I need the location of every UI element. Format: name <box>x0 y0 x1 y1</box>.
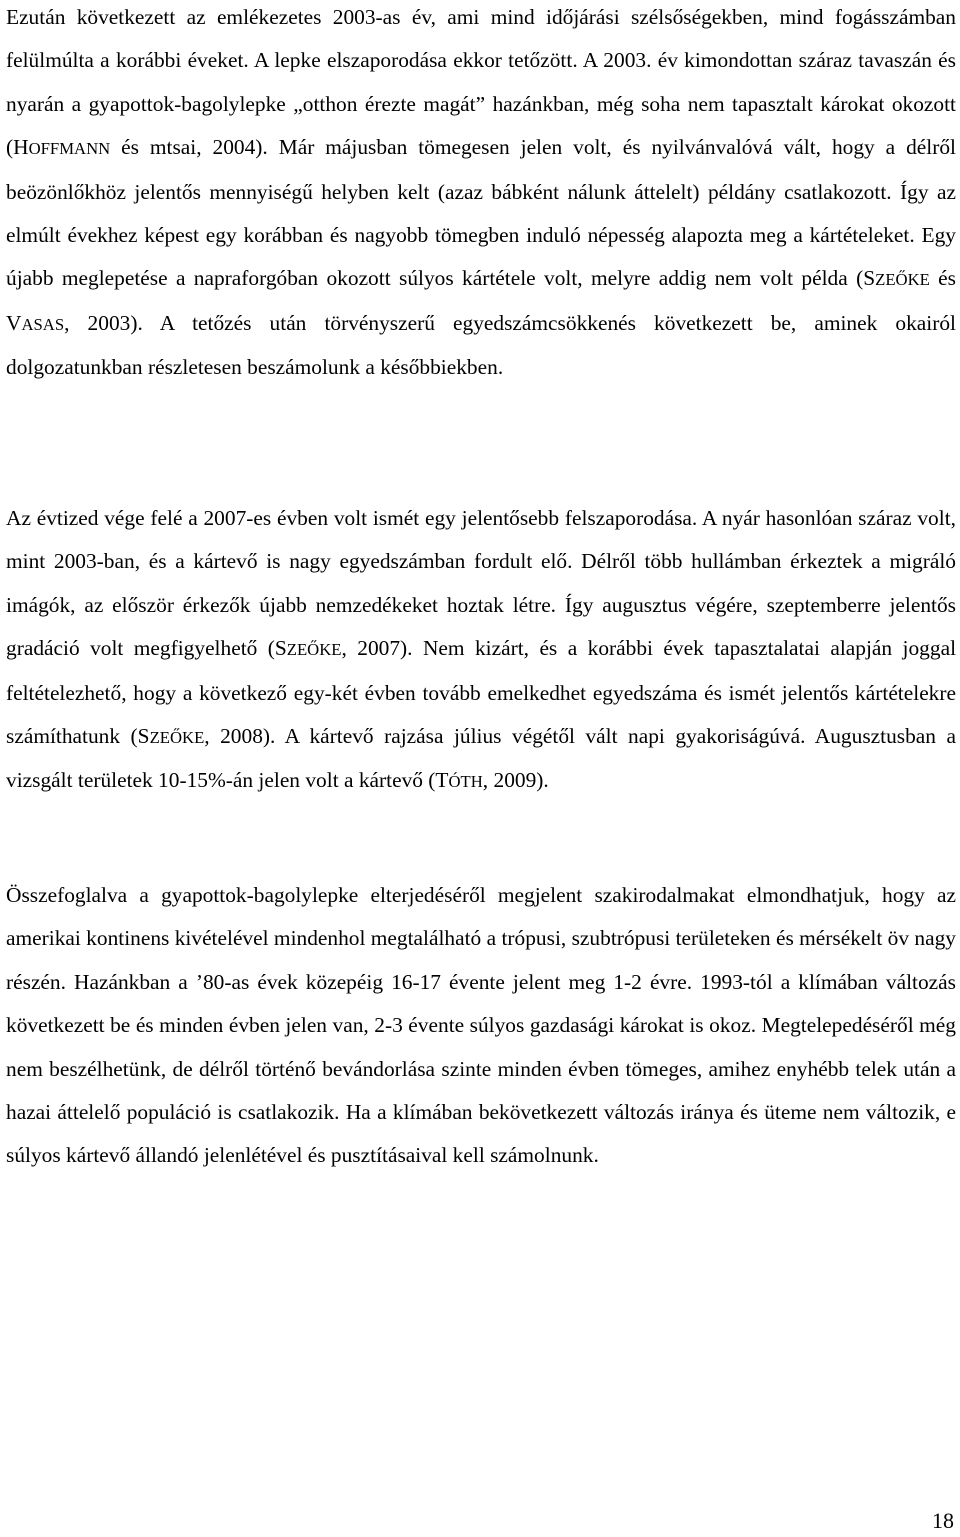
page-number: 18 <box>932 1508 954 1533</box>
author-name-smallcaps: ÓTH <box>448 772 483 792</box>
paragraph <box>6 497 956 804</box>
author-name-smallcaps: ASAS <box>21 314 65 334</box>
paragraph-text: Ezután következett az emlékezetes 2003-as év, ami mind időjárási szélsőségekben, mind fogásszámban felülmúlta a korábbi éveket. A lepke elszaporodása ekkor tetőzött. A 2003. év kimondottan száraz tavaszán és nyarán a gyapottok-bagolylepke „otthon érezte magát” hazánkban, még soha nem tapasztalt károkat okozott (H <box>6 5 956 160</box>
author-name-smallcaps: ZEŐKE <box>149 728 205 748</box>
paragraph-text: Összefoglalva a gyapottok-bagolylepke elterjedéséről megjelent szakirodalmakat elmondhatjuk, hogy az amerikai kontinens kivételével mindenhol megtalálható a trópusi, szubtrópusi területeken és mérsékelt öv nagy részén. Hazánkban a ’80-as évek közepéig 16-17 évente jelent meg 1-2 évre. 1993-tól a klímában változás következett be és minden évben jelen van, 2-3 évente súlyos gazdasági károkat is okoz. Megtelepedéséről még nem beszélhetünk, de délről történő bevándorlása szinte minden évben tömeges, amihez enyhébb telek után a hazai áttelelő populáció is csatlakozik. Ha a klímában bekövetkezett változás iránya és üteme nem változik, e súlyos kártevő állandó jelenlétével és pusztításaival kell számolnunk. <box>6 883 956 1168</box>
author-name-smallcaps: ZEŐKE <box>286 640 342 660</box>
paragraph <box>6 0 956 390</box>
paragraph-text: és mtsai, 2004). Már májusban tömegesen jelen volt, és nyilvánvalóvá vált, hogy a délről beözönlőkhöz jelentős mennyiségű helyben kelt (azaz bábként nálunk áttelelt) példány csatlakozott. Így az elmúlt évekhez képest egy korábban és nagyobb tömegben induló népesség alapozta meg a kártételeket. Egy újabb meglepetése a napraforgóban okozott súlyos kártétele volt, melyre addig nem volt példa (S <box>6 135 956 291</box>
paragraph <box>6 874 956 1178</box>
paragraph-text: és V <box>6 266 957 335</box>
author-name-smallcaps: ZEŐKE <box>875 270 930 290</box>
paragraph-text: , 2009). <box>482 768 549 793</box>
paragraph-text: , 2003). A tetőzés után törvényszerű egyedszámcsökkenés következett be, aminek okairól dolgozatunkban részletesen beszámolunk a későbbiekben. <box>6 310 956 380</box>
paragraph-text: Az évtized vége felé a 2007-es évben volt ismét egy jelentősebb felszaporodása. A nyár hasonlóan száraz volt, mint 2003-ban, és a kártevő is nagy egyedszámban fordult elő. Délről több hullámban érkeztek a migráló imágók, az először érkezők újabb nemzedékeket hoztak létre. Így augusztus végére, szeptemberre jelentős gradáció volt megfigyelhető (S <box>6 506 956 661</box>
paragraph-text: , 2007). Nem kizárt, és a korábbi évek tapasztalatai alapján joggal feltételezhető, hogy a következő egy-két évben tovább emelkedhet egyedszáma és ismét jelentős kártételekre számíthatunk (S <box>6 636 957 749</box>
author-name-smallcaps: OFFMANN <box>28 139 111 159</box>
paragraph-text: , 2008). A kártevő rajzása július végétől vált napi gyakoriságúvá. Augusztusban a vizsgált területek 10-15%-án jelen volt a kártevő (T <box>6 724 956 793</box>
